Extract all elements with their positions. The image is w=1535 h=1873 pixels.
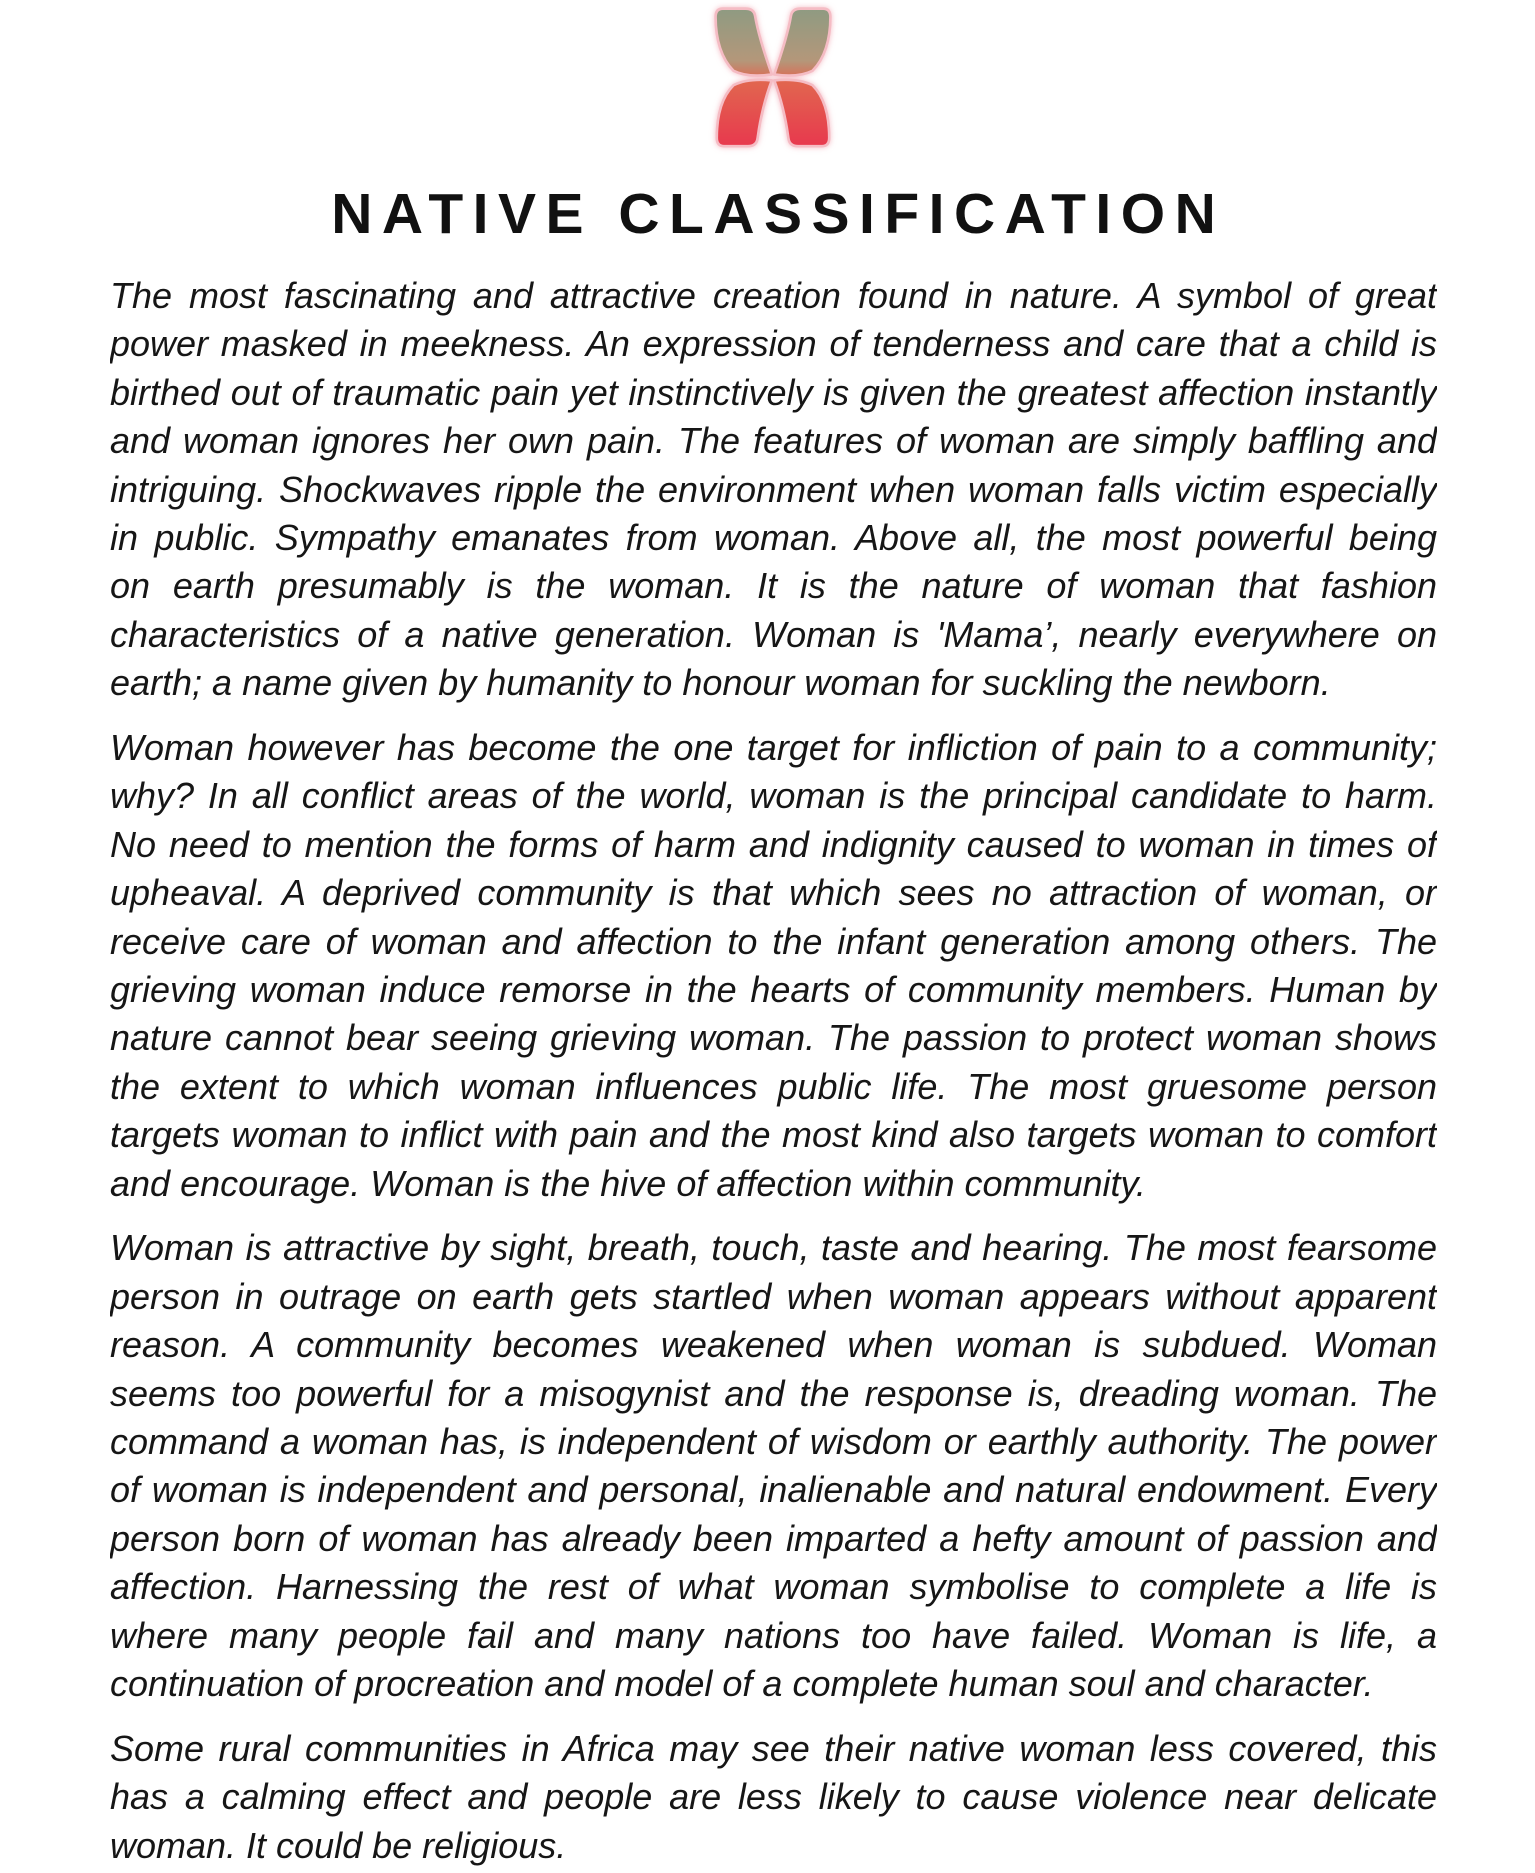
- wing-upper-right: [774, 9, 830, 76]
- text-line: nature cannot bear seeing grieving woman. The passion to protect woman shows: [110, 1017, 1437, 1059]
- text-line: Woman is attractive by sight, breath, touch, taste and hearing. The most fearsome: [110, 1227, 1437, 1269]
- text-line: has a calming effect and people are less likely to cause violence near delicate: [110, 1776, 1437, 1818]
- text-line: why? In all conflict areas of the world, woman is the principal candidate to harm.: [110, 775, 1437, 817]
- paragraph: [110, 1725, 1437, 1870]
- text-line: earth; a name given by humanity to honour woman for suckling the newborn.: [110, 662, 1331, 704]
- wing-upper-left: [716, 9, 772, 76]
- text-line: receive care of woman and affection to the infant generation among others. The: [110, 920, 1437, 962]
- text-line: characteristics of a native generation. Woman is 'Mama’, nearly everywhere on: [110, 613, 1437, 655]
- page-title: NATIVE CLASSIFICATION: [331, 182, 1226, 246]
- text-line: reason. A community becomes weakened when woman is subdued. Woman: [110, 1324, 1437, 1366]
- paragraph: [110, 724, 1437, 1208]
- text-line: grieving woman induce remorse in the hearts of community members. Human by: [110, 968, 1437, 1010]
- text-line: birthed out of traumatic pain yet instinctively is given the greatest affection instantly: [110, 371, 1437, 413]
- text-line: person in outrage on earth gets startled when woman appears without apparent: [110, 1275, 1437, 1317]
- text-line: intriguing. Shockwaves ripple the environment when woman falls victim especially: [110, 468, 1437, 510]
- text-line: No need to mention the forms of harm and indignity caused to woman in times of: [110, 823, 1437, 865]
- text-line: seems too powerful for a misogynist and the response is, dreading woman. The: [110, 1372, 1437, 1414]
- paragraph: [110, 1224, 1437, 1708]
- text-line: affection. Harnessing the rest of what woman symbolise to complete a life is: [110, 1566, 1437, 1608]
- text-line: upheaval. A deprived community is that which sees no attraction of woman, or: [110, 872, 1437, 914]
- wing-lower-left: [717, 80, 772, 146]
- paragraph: [110, 272, 1437, 708]
- text-line: targets woman to inflict with pain and the most kind also targets woman to comfort: [110, 1114, 1437, 1156]
- wing-lower-right: [774, 80, 829, 146]
- text-line: Some rural communities in Africa may see their native woman less covered, this: [110, 1727, 1437, 1769]
- text-line: of woman is independent and personal, inalienable and natural endowment. Every: [110, 1469, 1437, 1511]
- text-line: person born of woman has already been imparted a hefty amount of passion and: [110, 1517, 1437, 1559]
- text-line: power masked in meekness. An expression of tenderness and care that a child is: [110, 323, 1437, 365]
- text-line: Woman however has become the one target for infliction of pain to a community;: [110, 727, 1437, 769]
- text-line: command a woman has, is independent of wisdom or earthly authority. The power: [110, 1420, 1437, 1462]
- text-line: where many people fail and many nations too have failed. Woman is life, a: [110, 1614, 1437, 1656]
- text-line: and woman ignores her own pain. The features of woman are simply baffling and: [110, 420, 1437, 462]
- text-line: on earth presumably is the woman. It is the nature of woman that fashion: [110, 565, 1437, 607]
- butterfly-logo: [712, 6, 834, 150]
- body-text: [110, 272, 1437, 1870]
- text-line: woman. It could be religious.: [110, 1824, 567, 1866]
- text-line: the extent to which woman influences public life. The most gruesome person: [110, 1065, 1437, 1107]
- text-line: in public. Sympathy emanates from woman. Above all, the most powerful being: [110, 516, 1437, 558]
- text-line: The most fascinating and attractive creation found in nature. A symbol of great: [110, 275, 1437, 316]
- text-line: continuation of procreation and model of a complete human soul and character.: [110, 1662, 1374, 1704]
- text-line: and encourage. Woman is the hive of affection within community.: [110, 1162, 1146, 1204]
